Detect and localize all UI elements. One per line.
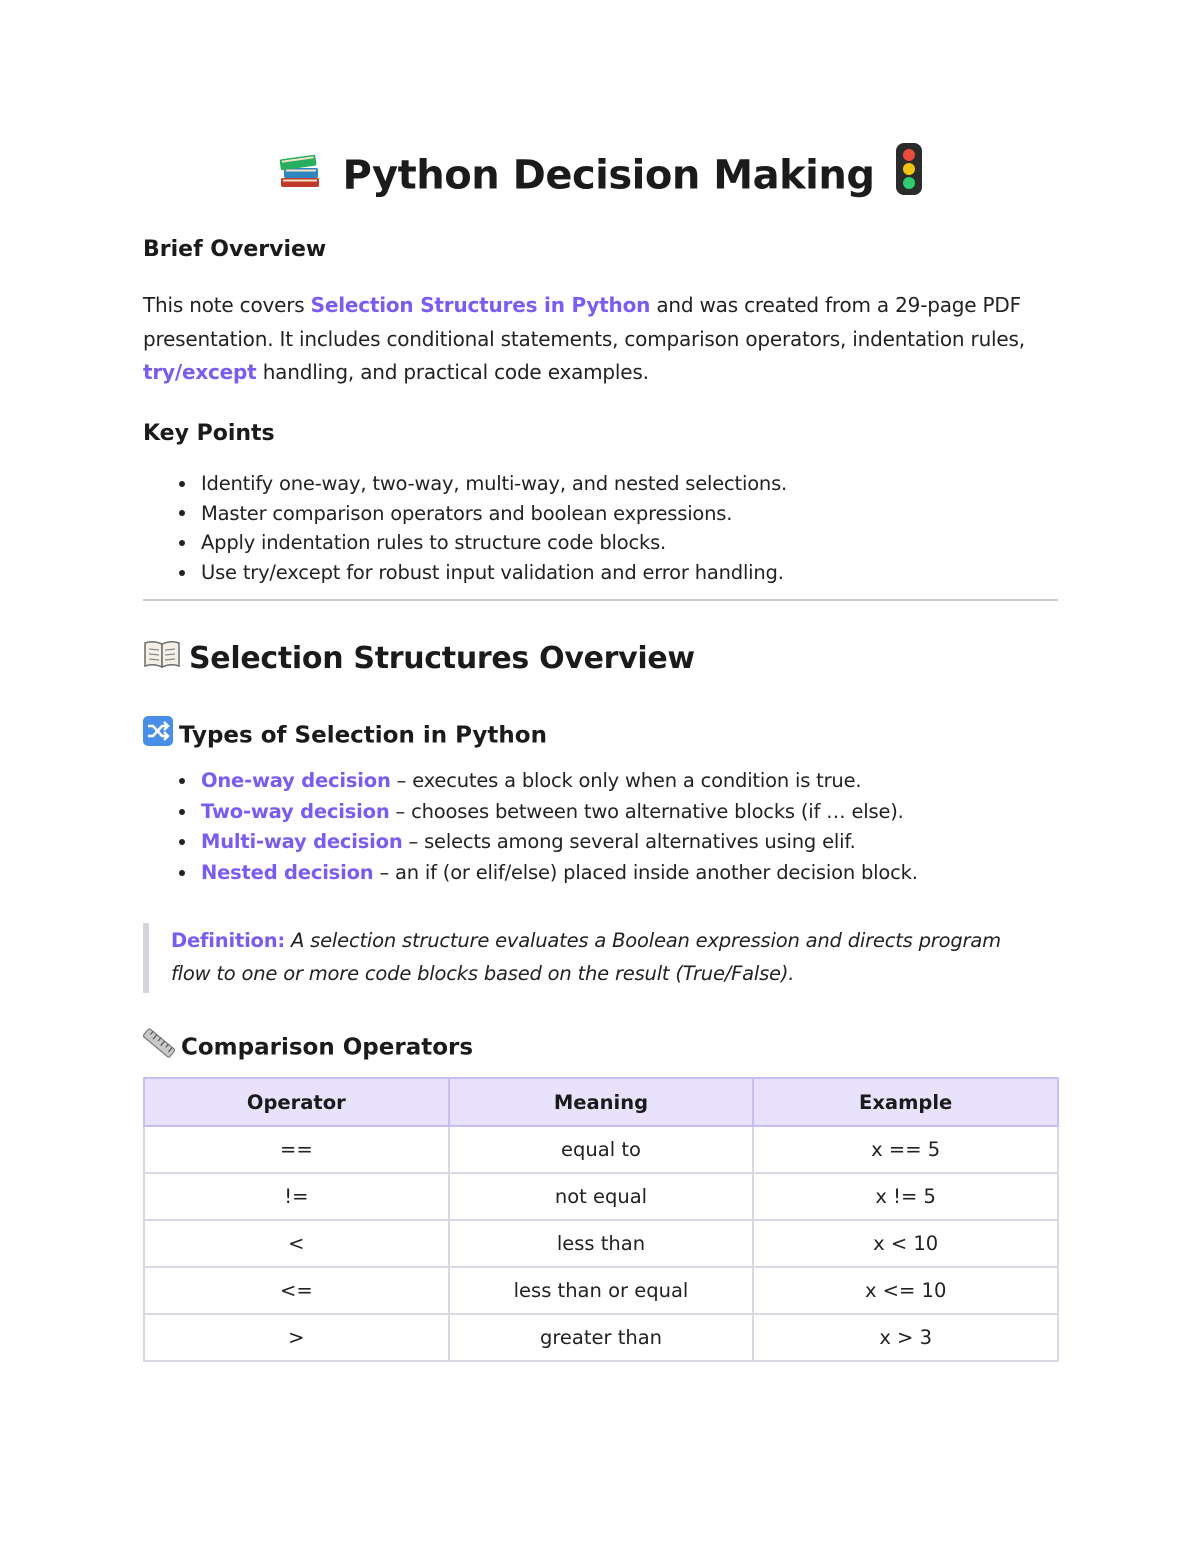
brief-overview-heading: Brief Overview bbox=[143, 237, 327, 262]
table-header-row bbox=[144, 1078, 1058, 1126]
comparison-heading bbox=[143, 1028, 473, 1068]
list-item-text: Master comparison operators and boolean expressions. bbox=[201, 501, 733, 525]
term-label: Nested decision bbox=[201, 860, 374, 884]
meaning-cell: equal to bbox=[449, 1126, 754, 1173]
books-icon bbox=[277, 146, 323, 209]
list-item bbox=[143, 558, 1058, 588]
brief-text-start: This note covers bbox=[143, 293, 311, 317]
open-book-icon bbox=[143, 637, 181, 683]
term-label: Multi-way decision bbox=[201, 830, 403, 854]
ruler-icon bbox=[143, 1028, 175, 1068]
highlight-try-except: try/except bbox=[143, 360, 257, 384]
table-row bbox=[144, 1314, 1058, 1361]
table-row bbox=[144, 1126, 1058, 1173]
bullet-dot bbox=[179, 778, 185, 784]
term-description: – an if (or elif/else) placed inside another decision block. bbox=[373, 860, 918, 884]
table-row bbox=[144, 1267, 1058, 1314]
blockquote-bar bbox=[143, 923, 149, 993]
definition-blockquote bbox=[143, 923, 1058, 993]
term-label: One-way decision bbox=[201, 769, 391, 792]
list-item bbox=[143, 766, 1058, 797]
meaning-cell: less than bbox=[449, 1220, 754, 1267]
table-row bbox=[144, 1173, 1058, 1220]
section-heading-text: Selection Structures Overview bbox=[189, 641, 695, 676]
example-cell: x < 10 bbox=[753, 1220, 1058, 1267]
operator-cell: < bbox=[144, 1220, 449, 1267]
list-item-text: Identify one-way, two-way, multi-way, and nested selections. bbox=[201, 472, 788, 495]
bullet-dot bbox=[179, 839, 185, 845]
example-cell: x == 5 bbox=[753, 1126, 1058, 1173]
term-description: – selects among several alternatives using elif. bbox=[402, 830, 856, 854]
meaning-cell: greater than bbox=[449, 1314, 754, 1361]
list-item bbox=[143, 827, 1058, 858]
brief-text-end: handling, and practical code examples. bbox=[256, 360, 649, 384]
bullet-dot bbox=[179, 510, 185, 516]
shuffle-icon bbox=[143, 716, 173, 756]
key-points-heading: Key Points bbox=[143, 421, 275, 446]
meaning-cell: less than or equal bbox=[449, 1267, 754, 1314]
example-cell: x <= 10 bbox=[753, 1267, 1058, 1314]
highlight-selection-structures: Selection Structures in Python bbox=[310, 293, 651, 317]
traffic-light-icon bbox=[894, 142, 924, 213]
list-item bbox=[143, 528, 1058, 558]
definition-line1: A selection structure evaluates a Boolean expression and directs program bbox=[285, 929, 1001, 952]
column-header-example: Example bbox=[753, 1078, 1058, 1126]
operator-cell: > bbox=[144, 1314, 449, 1361]
list-item bbox=[143, 797, 1058, 828]
bullet-dot bbox=[179, 570, 185, 576]
brief-text-line2: presentation. It includes conditional statements, comparison operators, indentation rules, bbox=[143, 326, 1025, 351]
page-title: Python Decision Making bbox=[342, 152, 875, 199]
term-description: – chooses between two alternative blocks (if … else). bbox=[389, 799, 904, 823]
list-item-text: Use try/except for robust input validation and error handling. bbox=[201, 560, 784, 584]
table-row bbox=[144, 1220, 1058, 1267]
list-item bbox=[143, 858, 1058, 889]
page-title-row bbox=[143, 142, 1058, 213]
example-cell: x > 3 bbox=[753, 1314, 1058, 1361]
column-header-operator: Operator bbox=[144, 1078, 449, 1126]
types-list bbox=[143, 766, 1058, 888]
column-header-meaning: Meaning bbox=[449, 1078, 754, 1126]
list-item bbox=[143, 469, 1058, 499]
definition-text bbox=[171, 924, 1051, 990]
bullet-dot bbox=[179, 481, 185, 487]
meaning-cell: not equal bbox=[449, 1173, 754, 1220]
term-description: – executes a block only when a condition is true. bbox=[390, 769, 862, 792]
example-cell: x != 5 bbox=[753, 1173, 1058, 1220]
bullet-dot bbox=[179, 540, 185, 546]
bullet-dot bbox=[179, 809, 185, 815]
brief-overview-text bbox=[143, 289, 1058, 390]
key-points-list bbox=[143, 469, 1058, 587]
definition-line2: flow to one or more code blocks based on the result (True/False). bbox=[171, 962, 795, 985]
types-heading bbox=[143, 716, 547, 756]
bullet-dot bbox=[179, 870, 185, 876]
operator-cell: <= bbox=[144, 1267, 449, 1314]
list-item-text: Apply indentation rules to structure code blocks. bbox=[201, 531, 667, 555]
list-item bbox=[143, 499, 1058, 529]
brief-text-mid: and was created from a 29-page PDF bbox=[650, 293, 1021, 317]
operator-cell: == bbox=[144, 1126, 449, 1173]
comparison-operators-table bbox=[143, 1077, 1059, 1362]
section-divider bbox=[143, 599, 1058, 601]
section-heading bbox=[143, 636, 695, 683]
term-label: Two-way decision bbox=[201, 799, 390, 823]
operator-cell: != bbox=[144, 1173, 449, 1220]
types-heading-text: Types of Selection in Python bbox=[179, 722, 547, 749]
definition-label: Definition: bbox=[171, 929, 286, 952]
comparison-heading-text: Comparison Operators bbox=[181, 1034, 474, 1061]
